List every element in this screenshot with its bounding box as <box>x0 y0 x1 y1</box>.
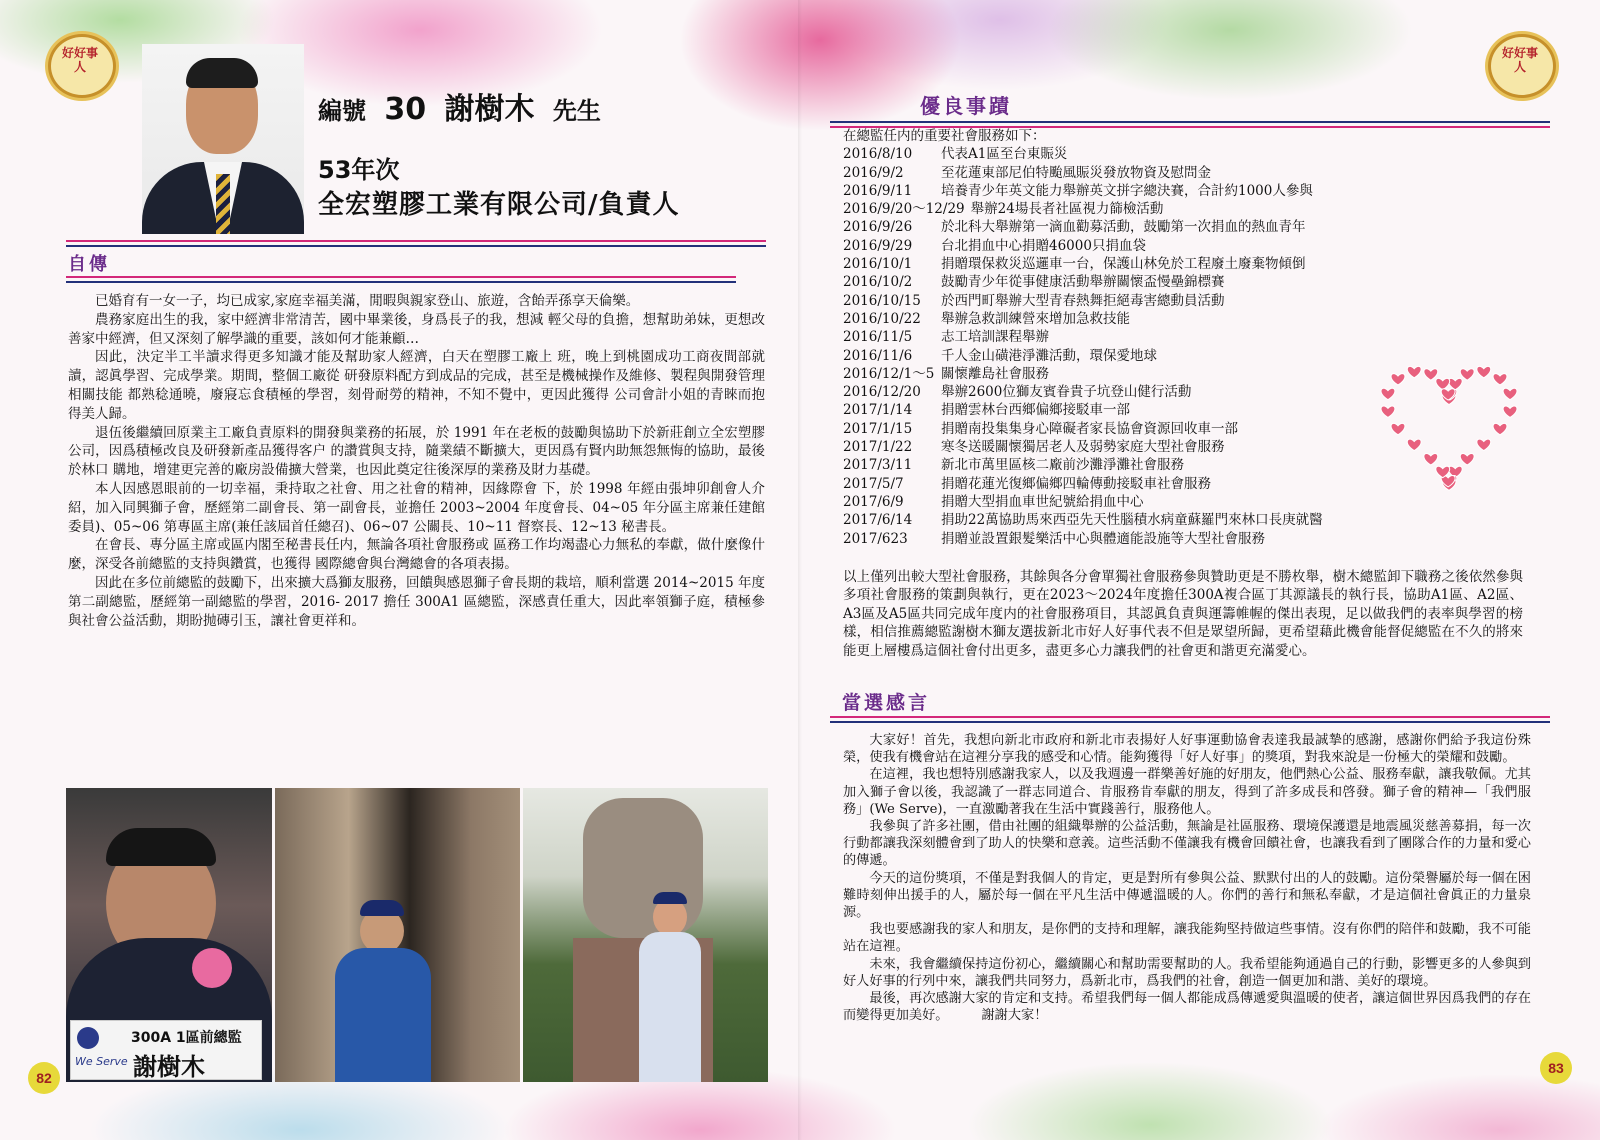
small-heart-icon <box>1391 423 1405 434</box>
small-heart-icon <box>1493 423 1507 434</box>
small-heart-icon <box>1407 439 1421 450</box>
divider-rule <box>830 716 1550 718</box>
page-number-right: 83 <box>1540 1052 1572 1084</box>
small-heart-icon <box>1381 388 1395 399</box>
portrait-photo <box>142 44 304 234</box>
divider-rule <box>830 721 1550 723</box>
candidate-title <box>318 84 601 128</box>
service-item <box>843 310 1533 328</box>
page-number-left: 82 <box>28 1062 60 1094</box>
service-description: 至花蓮東部尼伯特颱風賑災發放物資及慰問金 <box>941 164 1211 181</box>
service-item <box>843 182 1533 200</box>
service-date: 2016/10/22 <box>843 310 921 327</box>
service-date: 2016/9/2 <box>843 164 904 181</box>
divider-rule <box>66 245 766 247</box>
services-intro: 在總監任内的重要社會服務如下： <box>843 128 1046 144</box>
service-date: 2016/9/26 <box>843 219 913 236</box>
birth-year: 53年次 <box>318 156 400 184</box>
service-description: 捐贈花蓮光復鄉偏鄉四輪傳動接駁車社會服務 <box>941 475 1211 492</box>
service-description: 舉辦急救訓練營來增加急救技能 <box>941 310 1130 327</box>
candidate-number: 30 <box>384 92 427 127</box>
service-item <box>843 273 1533 291</box>
speech-paragraph: 我也要感謝我的家人和朋友，是你們的支持和理解，讓我能夠堅持做這些事情。沒有你們的陪伴和鼓勵，我不可能站在這裡。 <box>843 922 1531 955</box>
speech-heading: 當選感言 <box>842 692 931 714</box>
small-heart-icon <box>1460 454 1474 465</box>
service-date: 2016/11/6 <box>843 347 913 364</box>
merits-heading: 優良事蹟 <box>920 94 1012 118</box>
service-description: 舉辦2600位獅友賓眷貴子坑登山健行活動 <box>941 384 1192 401</box>
service-description: 舉辦24場長者社區視力篩檢活動 <box>970 201 1164 218</box>
speech-paragraph: 未來，我會繼續保持這份初心，繼續關心和幫助需要幫助的人。我希望能夠通過自己的行動，影響更多的人參與到好人好事的行列中來，讓我們共同努力，爲新北市，爲我們的社會，創造一個更加和諧、美好的環境。 <box>843 956 1531 989</box>
service-description: 培養青少年英文能力舉辦英文拼字總決賽，合計約1000人參與 <box>941 182 1313 199</box>
small-heart-icon <box>1391 374 1405 385</box>
photo-strip <box>66 788 768 1082</box>
service-item <box>843 530 1533 548</box>
speech-paragraph: 大家好！首先，我想向新北市政府和新北市表揚好人好事運動協會表達我最誠摯的感謝，感謝你們給予我這份殊榮，使我有機會站在這裡分享我的感受和心情。能夠獲得「好人好事」的獎項，對我來說是一份極大的榮耀和鼓勵。 <box>843 733 1531 766</box>
honorific: 先生 <box>552 97 601 125</box>
service-description: 捐贈大型捐血車世紀號給捐血中心 <box>941 493 1144 510</box>
speech-paragraph: 最後，再次感謝大家的肯定和支持。希望我們每一個人都能成爲傳遞愛與溫暖的使者，讓這個世界因爲我們的存在而變得更加美好。 謝謝大家！ <box>843 991 1531 1024</box>
placard-title: 300A 1區前總監 <box>131 1030 242 1046</box>
autobiography-paragraph: 農務家庭出生的我，家中經濟非常清苦，國中畢業後，身爲長子的我，想減 輕父母的負擔，想幫助弟妹，更想改善家中經濟，但又深刻了解學識的重要，該如何才能兼顧… <box>68 311 765 347</box>
small-heart-icon <box>1460 369 1474 380</box>
service-date: 2016/11/5 <box>843 329 913 346</box>
autobiography-paragraph: 退伍後繼續回原業主工廠負責原料的開發與業務的拓展，於 1991 年在老板的鼓勵與協助下於新莊創立全宏塑膠公司，因爲積極改良及研發新產品獲得客户 的讚賞與支持，隨業績不斷擴大，更因爲有賢内助無怨無悔的協助，最後於林口 購地，增建更完善的廠房設備擴大營業，也因此奠定往後深厚的業務及財力基礎。 <box>68 424 765 479</box>
service-date: 2017/6/9 <box>843 493 904 510</box>
small-heart-icon <box>1407 366 1421 377</box>
number-label: 編號 <box>318 97 366 125</box>
small-heart-icon <box>1381 406 1395 417</box>
services-summary <box>843 568 1523 660</box>
company-title: 全宏塑膠工業有限公司/負責人 <box>318 190 680 220</box>
good-deeds-emblem-left: 好好事人 <box>40 28 120 100</box>
service-date: 2016/10/15 <box>843 292 921 309</box>
service-date: 2016/10/1 <box>843 256 913 273</box>
service-item <box>843 255 1533 273</box>
service-date: 2017/1/22 <box>843 439 913 456</box>
speech-paragraph: 今天的這份獎項，不僅是對我個人的肯定，更是對所有參與公益、默默付出的人的鼓勵。這份榮譽屬於每一個在困難時刻伸出援手的人，屬於每一個在平凡生活中傳遞溫暖的人。你們的善行和無私奉獻，才是這個社會眞正的力量泉源。 <box>843 870 1531 921</box>
rock-photo <box>523 788 768 1082</box>
service-item <box>843 200 1533 218</box>
service-description: 捐贈並設置銀髮樂活中心與體適能設施等大型社會服務 <box>941 530 1265 547</box>
speech-paragraph: 我參與了許多社團，借由社團的組織舉辦的公益活動，無論是社區服務、環境保護還是地震風災慈善募捐，每一次行動都讓我深刻體會到了助人的快樂和意義。這些活動不僅讓我有機會回饋社會，也讓我看到了團隊合作的力量和愛心的傳遞。 <box>843 819 1531 869</box>
service-description: 於西門町舉辦大型青春熱舞拒絕毒害總動員活動 <box>941 292 1225 309</box>
service-description: 於北科大舉辦第一滴血勸募活動，鼓勵第一次捐血的熱血青年 <box>941 219 1306 236</box>
service-item <box>843 164 1533 182</box>
autobiography-paragraph: 在會長、專分區主席或區内閣至秘書長任内，無論各項社會服務或 區務工作均竭盡心力無私的奉獻，做什麼像什麼，深受各前總監的支持與鑽賞，也獲得 國際總會與台灣總會的各項表揚。 <box>68 537 765 573</box>
autobiography-text <box>68 292 765 630</box>
small-heart-icon <box>1424 454 1438 465</box>
service-description: 捐贈雲林台西鄉偏鄉接駁車一部 <box>941 402 1130 419</box>
service-date: 2016/8/10 <box>843 146 913 163</box>
small-heart-icon <box>1477 366 1491 377</box>
autobiography-paragraph: 因此，決定半工半讀求得更多知識才能及幫助家人經濟，白天在塑膠工廠上 班，晚上到桃園成功工商夜間部就讀，認眞學習、完成學業。期間，整個工廠從 研發原料配方到成品的完成，甚至是機械操作及維修、製程與開發管理相關技能 都熟稔通曉，廢寢忘食積極的學習，刻骨耐勞的精神，不知不覺中，更因此獲得 公司會計小姐的青睞而抱得美人歸。 <box>68 349 765 422</box>
service-description: 千人金山磺港淨灘活動，環保愛地球 <box>941 347 1157 364</box>
service-date: 2017/3/11 <box>843 457 913 474</box>
service-description: 寒冬送暖關懷獨居老人及弱勢家庭大型社會服務 <box>941 439 1225 456</box>
divider-rule <box>66 240 766 242</box>
speech-text <box>843 732 1531 1024</box>
service-date: 2017/1/14 <box>843 402 913 419</box>
small-heart-icon <box>1503 388 1517 399</box>
service-date: 2016/10/2 <box>843 274 913 291</box>
autobiography-paragraph: 已婚育有一女一子，均已成家,家庭幸福美滿，閒暇與親家登山、旅遊，含飴弄孫享天倫樂。 <box>95 293 640 309</box>
autobiography-heading: 自傳 <box>68 254 110 275</box>
divider-rule <box>66 281 736 283</box>
divider-rule <box>830 121 1550 123</box>
heart-decoration-icon <box>1378 352 1520 498</box>
service-item <box>843 145 1533 163</box>
small-heart-icon <box>1448 378 1462 389</box>
service-description: 捐贈南投集集身心障礙者家長協會資源回收車一部 <box>941 420 1238 437</box>
award-photo <box>66 788 272 1082</box>
speech-paragraph: 在這裡，我也想特別感謝我家人，以及我週邊一群樂善好施的好朋友，他們熱心公益、服務奉獻，讓我敬佩。尤其加入獅子會以後，我認識了一群志同道合、肯服務肯奉獻的朋友，得到了許多成長和啓發。獅子會的精神—「我們服務」(We Serve)，一直激勵著我在生活中實踐善行，服務他人。 <box>843 767 1531 817</box>
services-summary-paragraph: 以上僅列出較大型社會服務，其餘與各分會單獨社會服務參與贊助更是不勝枚舉，樹木總監卸下職務之後依然參與多項社會服務的策劃與執行，更在2023～2024年度擔任300A複合區丁其源議長的執行長，協助A1區、A2區、A3區及A5區共同完成年度内的社會服務項目，其認眞負責與運籌帷幄的傑出表現，足以做我們的表率與學習的榜樣，相信推薦總監謝樹木獅友選拔新北市好人好事代表不但是眾望所歸，更希望藉此機會能督促總監在不久的將來能更上層樓爲這個社會付出更多，盡更多心力讓我們的社會更和諧更充滿愛心。 <box>843 569 1523 659</box>
service-date: 2016/9/29 <box>843 237 913 254</box>
service-description: 捐贈環保救災巡邏車一台，保護山林免於工程廢土廢棄物傾倒 <box>941 256 1306 273</box>
service-date: 2017/623 <box>843 530 908 547</box>
service-item <box>843 237 1533 255</box>
service-description: 關懷離島社會服務 <box>941 365 1049 382</box>
service-description: 捐助22萬協助馬來西亞先天性腦積水病童蘇羅門來林口長庚就醫 <box>941 512 1323 529</box>
service-date: 2017/6/14 <box>843 512 913 529</box>
page-gutter <box>798 0 802 1140</box>
good-deeds-emblem-right: 好好事人 <box>1480 28 1560 100</box>
service-date: 2016/9/11 <box>843 182 913 199</box>
service-description: 台北捐血中心捐贈46000只捐血袋 <box>941 237 1146 254</box>
small-heart-icon <box>1424 369 1438 380</box>
autobiography-paragraph: 本人因感恩眼前的一切幸福，秉持取之社會、用之社會的精神，因緣際會 下，於 1998 年經由張坤卯創會人介紹，加入同興獅子會，歷經第二副會長、第一副會長，並擔任 2003~2004 年度會長、04~05 年分區主席兼任建館委員)、05~06 第專區主席(兼任該屆首任總召)、06~07 公關長、10~11 督察長、12~13 秘書長。 <box>68 480 765 535</box>
divider-rule <box>66 276 736 278</box>
service-date: 2017/1/15 <box>843 420 913 437</box>
small-heart-icon <box>1477 439 1491 450</box>
small-heart-icon <box>1503 406 1517 417</box>
service-date: 2016/12/20 <box>843 384 921 401</box>
name-placard <box>70 1020 262 1080</box>
cave-photo <box>275 788 520 1082</box>
service-item <box>843 218 1533 236</box>
service-description: 代表A1區至台東賑災 <box>941 146 1068 163</box>
placard-name: 謝樹木 <box>133 1053 205 1081</box>
service-item <box>843 328 1533 346</box>
service-description: 新北市萬里區核二廠前沙灘淨灘社會服務 <box>941 457 1184 474</box>
small-heart-icon <box>1436 378 1450 389</box>
service-item <box>843 511 1533 529</box>
service-description: 志工培訓課程舉辦 <box>941 329 1049 346</box>
service-item <box>843 292 1533 310</box>
service-date: 2016/9/20～12/29 <box>843 201 965 218</box>
service-date: 2017/5/7 <box>843 475 904 492</box>
placard-brand: We Serve <box>75 1055 128 1068</box>
service-date: 2016/12/1～5 <box>843 365 935 382</box>
candidate-name: 謝樹木 <box>444 92 535 127</box>
lions-logo-icon <box>77 1027 99 1049</box>
small-heart-icon <box>1493 374 1507 385</box>
autobiography-paragraph: 因此在多位前總監的鼓勵下，出來擴大爲獅友服務，回饋與感恩獅子會長期的栽培，順利當選 2014~2015 年度第二副總監，歷經第一副總監的學習，2016- 2017 擔任 300A1 區總監，深感責任重大，因此率領獅子庭，積極參與社會公益活動，期盼抛磚引玉，讓社會更祥和。 <box>68 574 765 629</box>
service-description: 鼓勵青少年從事健康活動舉辦關懷盃慢壘錦標賽 <box>941 274 1225 291</box>
